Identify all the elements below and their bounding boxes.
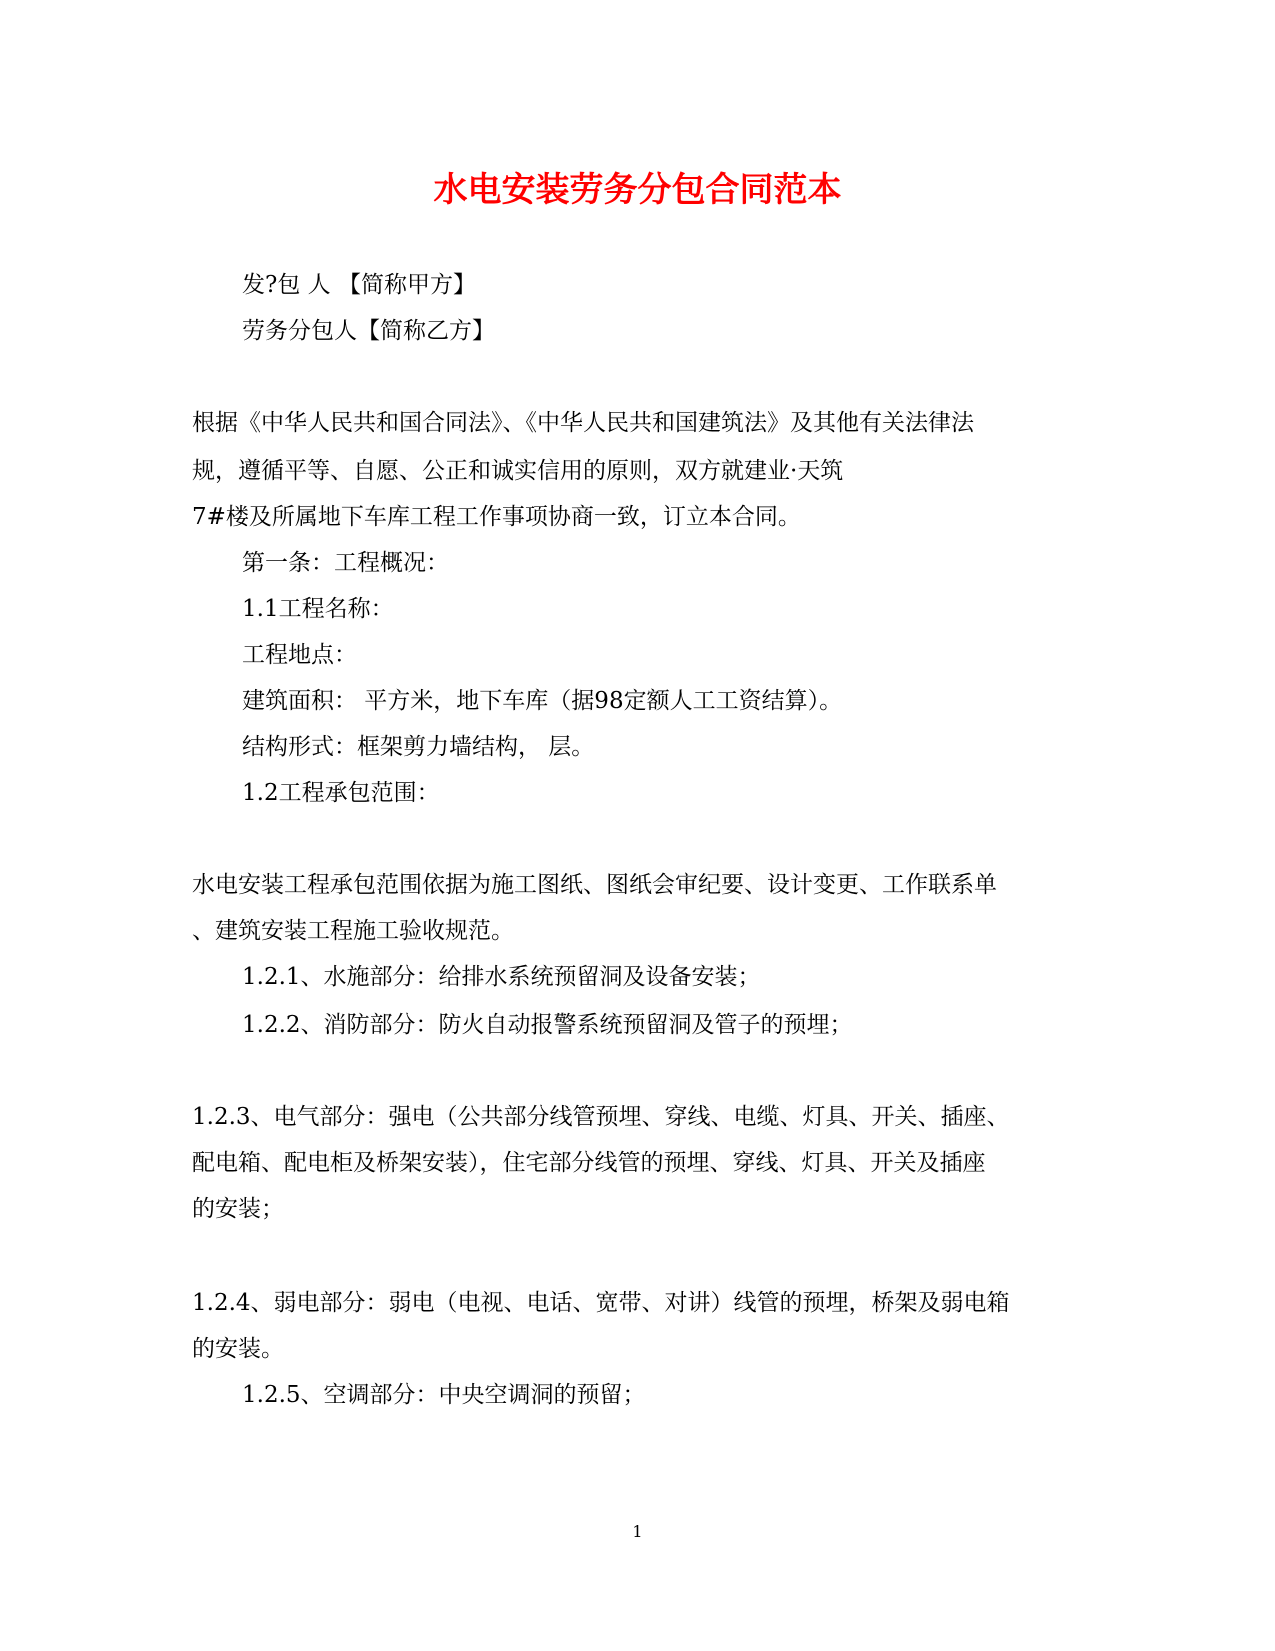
page-number: 1 [632, 1522, 643, 1541]
scope-item-1-2-2: 1.2.2、消防部分：防火自动报警系统预留洞及管子的预埋； [242, 1012, 853, 1038]
party-b-line: 劳务分包人【简称乙方】 [242, 318, 495, 344]
preamble-line-3: 7#楼及所属地下车库工程工作事项协商一致，订立本合同。 [192, 504, 801, 530]
preamble-line-1: 根据《中华人民共和国合同法》、《中华人民共和国建筑法》及其他有关法律法 [192, 410, 974, 436]
scope-item-1-2-5: 1.2.5、空调部分：中央空调洞的预留； [242, 1382, 646, 1408]
scope-item-1-2-3-line-3: 的安装； [192, 1196, 284, 1222]
building-area-line: 建筑面积： 平方米，地下车库（据98定额人工工资结算）。 [242, 688, 843, 714]
document-title: 水电安装劳务分包合同范本 [433, 170, 842, 210]
scope-paragraph-line-2: 、建筑安装工程施工验收规范。 [192, 918, 514, 944]
scope-item-1-2-4-line-2: 的安装。 [192, 1336, 284, 1362]
scope-paragraph-line-1: 水电安装工程承包范围依据为施工图纸、图纸会审纪要、设计变更、工作联系单 [192, 872, 997, 898]
project-location-line: 工程地点： [242, 642, 357, 668]
preamble-line-2: 规，遵循平等、自愿、公正和诚实信用的原则，双方就建业·天筑 [192, 458, 844, 484]
structure-form-line: 结构形式：框架剪力墙结构， 层。 [242, 734, 595, 760]
article-1-heading: 第一条：工程概况： [242, 550, 449, 576]
project-name-line: 1.1工程名称： [242, 596, 394, 622]
scope-item-1-2-3-line-1: 1.2.3、电气部分：强电（公共部分线管预埋、穿线、电缆、灯具、开关、插座、 [192, 1104, 1010, 1130]
scope-item-1-2-1: 1.2.1、水施部分：给排水系统预留洞及设备安装； [242, 964, 761, 990]
scope-heading: 1.2工程承包范围： [242, 780, 440, 806]
scope-item-1-2-3-line-2: 配电箱、配电柜及桥架安装），住宅部分线管的预埋、穿线、灯具、开关及插座 [192, 1150, 986, 1176]
scope-item-1-2-4-line-1: 1.2.4、弱电部分：弱电（电视、电话、宽带、对讲）线管的预埋，桥架及弱电箱 [192, 1290, 1010, 1316]
party-a-line: 发?包 人 【简称甲方】 [242, 272, 476, 298]
